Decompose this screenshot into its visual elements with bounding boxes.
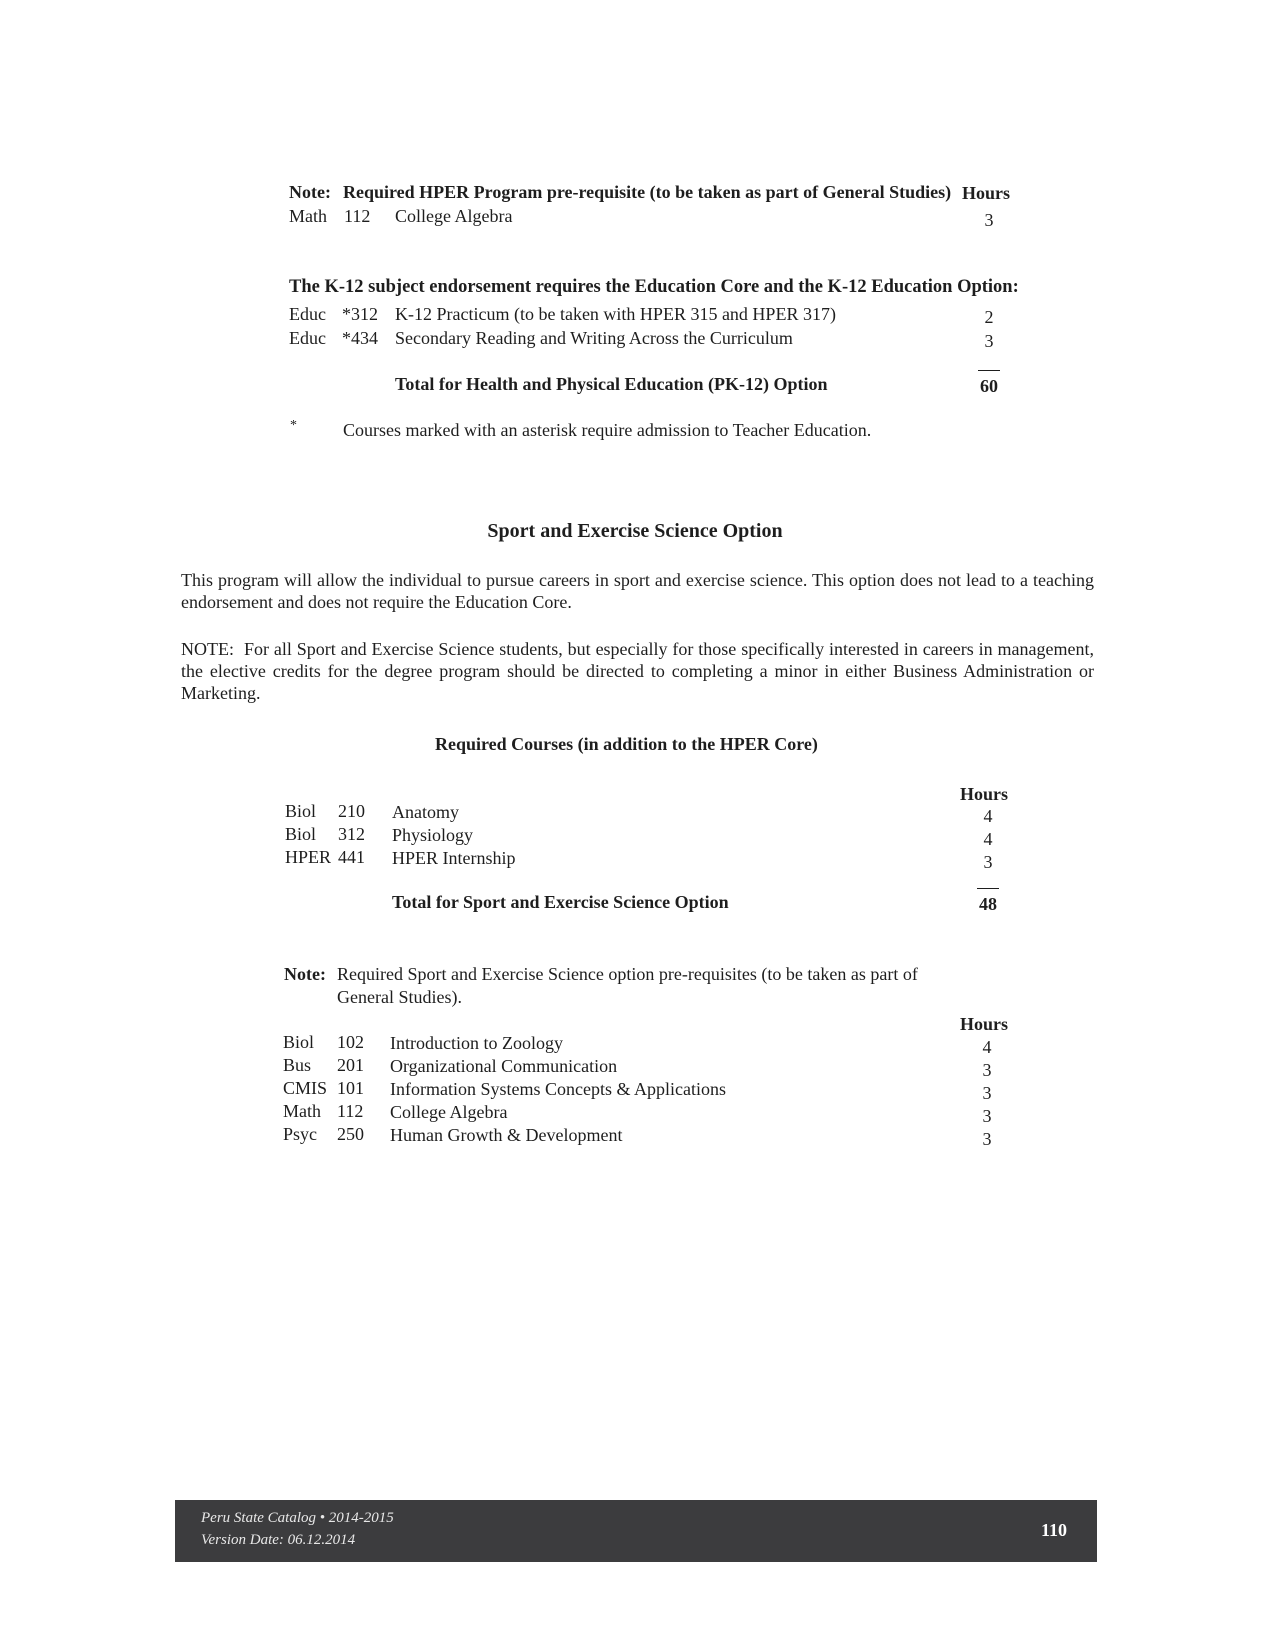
k12-total-rule	[978, 370, 1000, 371]
k12-course-num: *312	[342, 304, 378, 324]
prereq-course-title: Human Growth & Development	[390, 1125, 623, 1145]
ses-course-num: 210	[338, 801, 365, 821]
ses-course-title: Anatomy	[392, 802, 459, 822]
ses-course-dept: HPER	[285, 847, 332, 867]
ses-title: Sport and Exercise Science Option	[487, 520, 783, 542]
ses-course-dept: Biol	[285, 824, 317, 844]
prereq-course-dept: Psyc	[283, 1124, 318, 1144]
prereq-course-title: Organizational Communication	[390, 1056, 618, 1076]
prereq-course-dept: CMIS	[283, 1078, 328, 1098]
footer-catalog: Peru State Catalog • 2014-2015	[201, 1510, 394, 1526]
ses-course-title: HPER Internship	[392, 848, 516, 868]
prereq-course-hours: 3	[982, 1129, 992, 1149]
ses-hours-header: Hours	[960, 784, 1009, 804]
prereq-course-title: Introduction to Zoology	[390, 1033, 563, 1053]
k12-total-hours: 60	[980, 376, 998, 396]
k12-course-dept: Educ	[289, 304, 326, 324]
prereq-label: Note:	[284, 964, 326, 984]
prereq-course-num: 101	[337, 1078, 364, 1098]
hper-note-text: Required HPER Program pre-requisite (to be taken as part of General Studies)	[343, 182, 952, 202]
k12-course-hours: 2	[984, 307, 994, 327]
k12-course-title: Secondary Reading and Writing Across the Curriculum	[395, 328, 793, 348]
prereq-course-hours: 3	[982, 1060, 992, 1080]
hper-note-label: Note:	[289, 182, 331, 202]
ses-note-text: For all Sport and Exercise Science students, but especially for those specifically interested in careers in management, the elective credits for the degree program should be directed to completing a minor in either Business Administration or Marketing.	[181, 639, 1094, 703]
hper-note-course-hours: 3	[984, 210, 994, 230]
prereq-course-dept: Bus	[283, 1055, 312, 1075]
k12-footnote: Courses marked with an asterisk require admission to Teacher Education.	[343, 420, 872, 440]
page-number: 110	[1040, 1520, 1067, 1540]
ses-required-heading: Required Courses (in addition to the HPER Core)	[435, 734, 818, 754]
ses-course-num: 312	[338, 824, 365, 844]
hper-note-course-title: College Algebra	[395, 206, 513, 226]
ses-course-dept: Biol	[285, 801, 317, 821]
prereq-course-num: 201	[337, 1055, 364, 1075]
k12-course-hours: 3	[984, 331, 994, 351]
ses-total-hours: 48	[979, 894, 997, 914]
ses-course-title: Physiology	[392, 825, 474, 845]
prereq-hours-header: Hours	[960, 1014, 1009, 1034]
footer-version-date: Version Date: 06.12.2014	[201, 1532, 356, 1548]
page-footer	[175, 1500, 1097, 1562]
prereq-course-num: 250	[337, 1124, 364, 1144]
hper-note-course-dept: Math	[289, 206, 327, 226]
prereq-course-hours: 3	[982, 1106, 992, 1126]
ses-note	[181, 638, 1094, 704]
ses-total-label: Total for Sport and Exercise Science Option	[392, 892, 729, 912]
hper-note-course-num: 112	[344, 206, 371, 226]
k12-heading: The K-12 subject endorsement requires the Education Core and the K-12 Education Option:	[289, 277, 1019, 297]
prereq-course-hours: 3	[982, 1083, 992, 1103]
k12-course-num: *434	[342, 328, 378, 348]
prereq-course-title: College Algebra	[390, 1102, 508, 1122]
ses-course-hours: 4	[983, 829, 993, 849]
ses-note-label: NOTE:	[181, 639, 234, 659]
k12-course-dept: Educ	[289, 328, 326, 348]
prereq-text-line2: General Studies).	[337, 987, 462, 1007]
prereq-course-dept: Math	[283, 1101, 321, 1121]
ses-intro: This program will allow the individual to pursue careers in sport and exercise science. This option does not lead to a teaching endorsement and does not require the Education Core.	[181, 570, 1094, 612]
prereq-course-title: Information Systems Concepts & Applications	[390, 1079, 726, 1099]
hper-note-hours-header: Hours	[962, 183, 1011, 203]
prereq-course-dept: Biol	[283, 1032, 315, 1052]
ses-course-hours: 3	[983, 852, 993, 872]
prereq-text-line1: Required Sport and Exercise Science option pre-requisites (to be taken as part of	[337, 964, 918, 984]
ses-course-num: 441	[338, 847, 365, 867]
k12-footnote-mark: *	[290, 418, 297, 433]
prereq-course-hours: 4	[982, 1037, 992, 1057]
k12-total-label: Total for Health and Physical Education (PK-12) Option	[395, 374, 828, 394]
ses-total-rule	[977, 888, 999, 889]
ses-course-hours: 4	[983, 806, 993, 826]
k12-course-title: K-12 Practicum (to be taken with HPER 315 and HPER 317)	[395, 304, 836, 324]
prereq-course-num: 112	[337, 1101, 364, 1121]
prereq-course-num: 102	[337, 1032, 364, 1052]
